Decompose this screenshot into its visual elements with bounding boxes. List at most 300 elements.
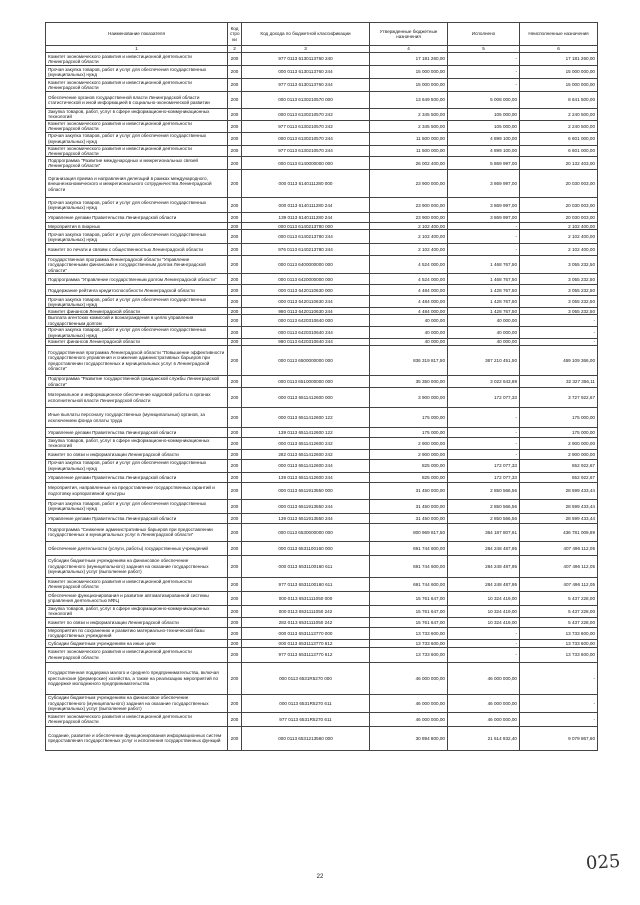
row-classification: 000 0113 6420110630 000 [242, 285, 370, 296]
row-executed: 2 850 566,56 [448, 482, 520, 499]
row-name: Комитет экономического развития и инвестиционной деятельности Ленинградской области [46, 53, 228, 66]
row-approved: 46 000 000,00 [370, 694, 448, 712]
row-executed: - [448, 639, 520, 647]
row-name: Комитет экономического развития и инвестиционной деятельности Ленинградской области [46, 647, 228, 662]
row-approved: 17 181 260,00 [370, 53, 448, 66]
row-code: 200 [228, 513, 242, 523]
table-row [46, 198, 598, 213]
row-remaining: 20 030 003,00 [520, 198, 598, 213]
row-approved: 13 733 600,00 [370, 647, 448, 662]
row-approved: 2 345 500,00 [370, 109, 448, 121]
row-remaining: - [520, 662, 598, 694]
table-row [46, 449, 598, 459]
row-executed: 2 850 566,56 [448, 499, 520, 513]
row-name: Государственная программа Ленинградской области "Управление государственными финансами и государственным долгом Ленинградской области" [46, 256, 228, 274]
row-remaining: 6 601 000,00 [520, 132, 598, 145]
row-remaining: - [520, 339, 598, 346]
row-name: Субсидии бюджетным учреждениям на финансовое обеспечение государственного (муниципального) задания на оказание государственных (муниципальных) услуг (выполнение работ) [46, 694, 228, 712]
row-name: Мероприятия в пиарных [46, 223, 228, 230]
row-approved: 825 000,00 [370, 472, 448, 482]
row-name: Поддержание рейтинга кредитоспособности Ленинградской области [46, 285, 228, 296]
table-row [46, 605, 598, 617]
row-approved: 40 000,00 [370, 315, 448, 327]
row-remaining: 3 055 232,50 [520, 274, 598, 285]
column-number-row [46, 46, 598, 53]
row-approved: 691 744 600,00 [370, 555, 448, 577]
row-name: Закупка товаров, работ, услуг в сфере информационно-коммуникационных технологий [46, 605, 228, 617]
table-row [46, 327, 598, 339]
row-remaining: 2 240 500,00 [520, 120, 598, 132]
row-executed: - [448, 223, 520, 230]
row-executed: 105 000,00 [448, 120, 520, 132]
row-executed: 5 869 997,00 [448, 157, 520, 170]
row-remaining: 17 181 260,00 [520, 53, 598, 66]
row-classification: 000 0113 6531213560 000 [242, 726, 370, 750]
row-code: 200 [228, 605, 242, 617]
table-row [46, 541, 598, 555]
row-name: Прочая закупка товаров, работ и услуг для обеспечения государственных (муниципальных) нужд [46, 230, 228, 244]
row-code: 200 [228, 223, 242, 230]
row-classification: 282 0113 6531111050 242 [242, 617, 370, 627]
row-remaining: 20 030 003,00 [520, 213, 598, 223]
row-code: 200 [228, 449, 242, 459]
table-row [46, 92, 598, 109]
row-remaining: 28 599 433,44 [520, 513, 598, 523]
row-remaining: 3 055 232,50 [520, 256, 598, 274]
table-row [46, 428, 598, 438]
row-code: 200 [228, 639, 242, 647]
row-remaining: 436 781 009,89 [520, 523, 598, 541]
header-approved: Утвержденные бюджетные назначения [370, 23, 448, 46]
row-remaining: 2 102 400,00 [520, 230, 598, 244]
row-name: Выплата агентских комиссий и вознаграждения в целях управления государственным долгом [46, 315, 228, 327]
table-row [46, 639, 598, 647]
row-executed: 1 428 767,50 [448, 308, 520, 315]
row-classification: 000 0113 6531R5270 000 [242, 662, 370, 694]
row-code: 200 [228, 79, 242, 92]
row-remaining: 13 733 600,00 [520, 647, 598, 662]
row-classification: 000 0113 6140111280 000 [242, 170, 370, 198]
row-classification: 000 0113 6531113770 612 [242, 639, 370, 647]
row-approved: 31 450 000,00 [370, 499, 448, 513]
row-code: 200 [228, 244, 242, 256]
row-name: Прочая закупка товаров, работ и услуг для обеспечения государственных (муниципальных) нужд [46, 459, 228, 472]
row-remaining: 20 132 403,00 [520, 157, 598, 170]
row-code: 200 [228, 482, 242, 499]
row-code: 200 [228, 53, 242, 66]
table-row [46, 346, 598, 376]
row-name: Прочая закупка товаров, работ и услуг для обеспечения государственных (муниципальных) нужд [46, 499, 228, 513]
row-approved: 4 524 000,00 [370, 256, 448, 274]
row-executed: 284 248 487,95 [448, 541, 520, 555]
row-remaining: 2 900 000,00 [520, 438, 598, 450]
row-name: Комитет экономического развития и инвестиционной деятельности Ленинградской области [46, 145, 228, 157]
row-code: 200 [228, 230, 242, 244]
row-classification: 977 0113 6130210570 242 [242, 120, 370, 132]
row-approved: 825 000,00 [370, 459, 448, 472]
row-classification: 000 0113 6511913550 000 [242, 482, 370, 499]
row-remaining: 175 000,00 [520, 408, 598, 428]
row-approved: 836 319 817,50 [370, 346, 448, 376]
row-name: Прочая закупка товаров, работ и услуг для обеспечения государственных (муниципальных) нужд [46, 66, 228, 79]
table-row [46, 482, 598, 499]
row-code: 200 [228, 213, 242, 223]
table-row [46, 274, 598, 285]
row-executed: 284 248 487,95 [448, 555, 520, 577]
row-executed: - [448, 647, 520, 662]
table-row [46, 296, 598, 308]
row-code: 200 [228, 109, 242, 121]
row-executed: 1 428 767,50 [448, 285, 520, 296]
table-row [46, 726, 598, 750]
row-executed: 46 000 000,00 [448, 694, 520, 712]
row-code: 200 [228, 274, 242, 285]
row-code: 200 [228, 296, 242, 308]
budget-execution-table [45, 22, 598, 751]
row-remaining: 32 327 356,11 [520, 376, 598, 388]
row-executed: 40 000,00 [448, 339, 520, 346]
row-code: 200 [228, 523, 242, 541]
row-approved: 3 900 000,00 [370, 388, 448, 408]
row-name: Подпрограмма "Снижение административных барьеров при предоставлении государственных и муниципальных услуг в Ленинградской области" [46, 523, 228, 541]
row-executed: 40 000,00 [448, 315, 520, 327]
row-executed: 46 000 000,00 [448, 662, 520, 694]
row-approved: 800 969 817,50 [370, 523, 448, 541]
row-code: 200 [228, 66, 242, 79]
row-name: Прочая закупка товаров, работ и услуг для обеспечения государственных (муниципальных) нужд [46, 198, 228, 213]
row-executed: - [448, 428, 520, 438]
row-code: 200 [228, 132, 242, 145]
table-row [46, 157, 598, 170]
row-remaining: 652 922,67 [520, 459, 598, 472]
row-classification: 139 0113 6140111280 244 [242, 213, 370, 223]
column-number: 1 [46, 46, 228, 53]
header-classification: Код дохода по бюджетной классификации [242, 23, 370, 46]
row-name: Иные выплаты персоналу государственных (муниципальных) органов, за исключением фонда оплаты труда [46, 408, 228, 428]
row-classification: 000 0113 6531100160 000 [242, 541, 370, 555]
row-remaining: 8 641 500,00 [520, 92, 598, 109]
row-executed: 172 077,33 [448, 459, 520, 472]
row-executed: 3 869 997,00 [448, 213, 520, 223]
row-classification: 000 0113 6531100160 611 [242, 555, 370, 577]
row-code: 200 [228, 662, 242, 694]
row-classification: 000 0113 6140000000 000 [242, 157, 370, 170]
row-classification: 000 0113 6130210570 242 [242, 109, 370, 121]
row-classification: 977 0113 6531113770 612 [242, 647, 370, 662]
row-remaining: 3 727 922,67 [520, 388, 598, 408]
row-approved: 2 102 400,00 [370, 230, 448, 244]
table-row [46, 223, 598, 230]
report-sheet [45, 22, 597, 751]
column-number: 5 [448, 46, 520, 53]
header-unexecuted: Неисполненные назначения [520, 23, 598, 46]
row-executed: 1 468 767,50 [448, 274, 520, 285]
table-row [46, 662, 598, 694]
row-remaining: 15 000 000,00 [520, 79, 598, 92]
row-remaining: 15 000 000,00 [520, 66, 598, 79]
row-executed: - [448, 53, 520, 66]
row-classification: 000 0113 6511412600 000 [242, 388, 370, 408]
row-executed: 40 000,00 [448, 327, 520, 339]
row-remaining: 2 900 000,00 [520, 449, 598, 459]
table-row [46, 499, 598, 513]
row-approved: 13 733 600,00 [370, 639, 448, 647]
row-remaining: 407 496 112,05 [520, 555, 598, 577]
row-executed: 105 000,00 [448, 109, 520, 121]
row-name: Государственная поддержка малого и среднего предпринимательства, включая крестьянские (фермерские) хозяйства, а также на реализацию мероприятий по поддержке молодежного предпринимательства [46, 662, 228, 694]
row-classification: 000 0113 6500000000 000 [242, 346, 370, 376]
row-approved: 30 894 800,00 [370, 726, 448, 750]
row-code: 200 [228, 346, 242, 376]
row-remaining: 652 922,67 [520, 472, 598, 482]
header-executed: Исполнено [448, 23, 520, 46]
row-code: 200 [228, 315, 242, 327]
row-code: 200 [228, 327, 242, 339]
row-code: 200 [228, 726, 242, 750]
row-executed: 2 850 566,56 [448, 513, 520, 523]
row-approved: 4 484 000,00 [370, 296, 448, 308]
row-code: 200 [228, 499, 242, 513]
row-classification: 000 0113 6130210570 000 [242, 92, 370, 109]
row-approved: 31 450 000,00 [370, 482, 448, 499]
row-remaining: 5 437 228,00 [520, 605, 598, 617]
row-code: 200 [228, 408, 242, 428]
row-name: Комитет экономического развития и инвестиционной деятельности Ленинградской области [46, 712, 228, 726]
table-row [46, 472, 598, 482]
row-name: Материальное и информационное обеспечение кадровой работы в органах исполнительной власти Ленинградской области [46, 388, 228, 408]
row-code: 200 [228, 308, 242, 315]
row-executed: 4 899 100,00 [448, 132, 520, 145]
row-remaining: 2 102 400,00 [520, 223, 598, 230]
row-name: Комитет финансов Ленинградской области [46, 339, 228, 346]
row-approved: 23 900 000,00 [370, 198, 448, 213]
row-classification: 000 0113 6130210570 244 [242, 132, 370, 145]
row-approved: 15 761 647,00 [370, 617, 448, 627]
row-name: Организация приема и направления делегаций в рамках международного, внешнеэкономического и межрегионального сотрудничества Ленинградской области [46, 170, 228, 198]
row-remaining: 3 055 232,50 [520, 296, 598, 308]
row-remaining: - [520, 315, 598, 327]
row-classification: 977 0113 6130113760 240 [242, 53, 370, 66]
table-row [46, 213, 598, 223]
row-classification: 977 0113 6531100160 611 [242, 577, 370, 591]
row-classification: 000 0113 6531113770 000 [242, 627, 370, 639]
row-code: 200 [228, 388, 242, 408]
row-code: 200 [228, 92, 242, 109]
row-code: 200 [228, 617, 242, 627]
table-row [46, 513, 598, 523]
row-name: Управление делами Правительства Ленинградской области [46, 213, 228, 223]
row-name: Управление делами Правительства Ленинградской области [46, 513, 228, 523]
row-executed: - [448, 449, 520, 459]
row-executed: - [448, 244, 520, 256]
row-name: Субсидии бюджетным учреждениям на иные цели [46, 639, 228, 647]
column-number: 2 [228, 46, 242, 53]
table-row [46, 591, 598, 605]
table-row [46, 408, 598, 428]
row-name: Субсидии бюджетным учреждениям на финансовое обеспечение государственного (муниципального) задания на оказание государственных (муниципальных) услуг (выполнение работ) [46, 555, 228, 577]
row-approved: 2 345 500,00 [370, 120, 448, 132]
row-approved: 2 900 000,00 [370, 438, 448, 450]
row-executed: 5 008 000,00 [448, 92, 520, 109]
row-code: 200 [228, 170, 242, 198]
row-executed: - [448, 627, 520, 639]
row-code: 200 [228, 339, 242, 346]
row-approved: 11 500 000,00 [370, 132, 448, 145]
row-name: Прочая закупка товаров, работ и услуг для обеспечения государственных (муниципальных) нужд [46, 132, 228, 145]
page-number: 22 [316, 874, 324, 880]
row-classification: 282 0113 6511412600 242 [242, 449, 370, 459]
row-approved: 40 000,00 [370, 339, 448, 346]
row-classification: 977 0113 6130113760 244 [242, 79, 370, 92]
row-remaining: 407 496 112,05 [520, 577, 598, 591]
row-code: 200 [228, 459, 242, 472]
table-row [46, 132, 598, 145]
row-approved: 31 450 000,00 [370, 513, 448, 523]
row-executed: - [448, 438, 520, 450]
row-executed: 364 187 807,61 [448, 523, 520, 541]
table-row [46, 617, 598, 627]
row-classification: 000 0113 6420000000 000 [242, 274, 370, 285]
row-classification: 977 0113 6531R5270 611 [242, 712, 370, 726]
archive-stamp: 025 [585, 850, 622, 875]
row-remaining: 13 733 600,00 [520, 639, 598, 647]
row-name: Комитет по связи и информатизации Ленинградской области [46, 449, 228, 459]
row-code: 200 [228, 472, 242, 482]
table-row [46, 66, 598, 79]
row-code: 200 [228, 256, 242, 274]
row-code: 200 [228, 120, 242, 132]
row-classification: 000 0113 6511913550 244 [242, 499, 370, 513]
table-row [46, 170, 598, 198]
row-name: Комитет экономического развития и инвестиционной деятельности Ленинградской области [46, 79, 228, 92]
row-classification: 000 0113 6420310640 000 [242, 315, 370, 327]
row-name: Обеспечение деятельности (услуги, работы) государственных учреждений [46, 541, 228, 555]
row-approved: 691 744 600,00 [370, 577, 448, 591]
row-code: 200 [228, 376, 242, 388]
table-row [46, 120, 598, 132]
row-approved: 15 761 647,00 [370, 591, 448, 605]
row-name: Обеспечение функционирования и развитие автоматизированной системы управления деятельностью МФЦ [46, 591, 228, 605]
row-executed: 10 324 419,00 [448, 591, 520, 605]
row-classification: 980 0113 6420110630 244 [242, 308, 370, 315]
row-approved: 4 524 000,00 [370, 274, 448, 285]
row-classification: 000 0113 6420310640 244 [242, 327, 370, 339]
row-code: 200 [228, 591, 242, 605]
table-row [46, 388, 598, 408]
row-executed: 172 077,33 [448, 472, 520, 482]
row-name: Прочая закупка товаров, работ и услуг для обеспечения государственных (муниципальных) нужд [46, 327, 228, 339]
row-executed: 3 869 997,00 [448, 198, 520, 213]
row-code: 200 [228, 198, 242, 213]
row-code: 200 [228, 157, 242, 170]
table-row [46, 459, 598, 472]
column-number: 3 [242, 46, 370, 53]
row-classification: 000 0113 6511412600 122 [242, 408, 370, 428]
row-code: 200 [228, 541, 242, 555]
row-approved: 40 000,00 [370, 327, 448, 339]
row-approved: 15 000 000,00 [370, 79, 448, 92]
table-row [46, 256, 598, 274]
row-remaining: 3 055 232,50 [520, 285, 598, 296]
row-name: Государственная программа Ленинградской области "Повышение эффективности государственного управления и снижение административных барьеров при предоставлении государственных и муниципальных услуг в Ленинградской области" [46, 346, 228, 376]
row-executed: - [448, 79, 520, 92]
table-row [46, 109, 598, 121]
row-approved: 23 900 000,00 [370, 170, 448, 198]
row-remaining: 20 030 003,00 [520, 170, 598, 198]
row-code: 200 [228, 438, 242, 450]
row-approved: 13 649 500,00 [370, 92, 448, 109]
row-classification: 000 0113 6510000000 000 [242, 376, 370, 388]
row-name: Комитет экономического развития и инвестиционной деятельности Ленинградской области [46, 577, 228, 591]
row-remaining: - [520, 712, 598, 726]
row-name: Мероприятия по сохранению и развитию материально-технической базы государственных учреждений [46, 627, 228, 639]
row-approved: 26 002 400,00 [370, 157, 448, 170]
row-name: Подпрограмма "Развитие государственной гражданской службы Ленинградской области" [46, 376, 228, 388]
row-remaining: - [520, 327, 598, 339]
table-row [46, 694, 598, 712]
table-row [46, 577, 598, 591]
row-approved: 15 000 000,00 [370, 66, 448, 79]
row-approved: 2 102 400,00 [370, 244, 448, 256]
table-row [46, 145, 598, 157]
row-executed: 172 077,33 [448, 388, 520, 408]
row-classification: 000 0113 6140213780 244 [242, 230, 370, 244]
column-number: 6 [520, 46, 598, 53]
row-classification: 976 0113 6140213780 244 [242, 244, 370, 256]
row-approved: 46 000 000,00 [370, 662, 448, 694]
row-name: Комитет экономического развития и инвестиционной деятельности Ленинградской области [46, 120, 228, 132]
row-classification: 000 0113 6140213780 000 [242, 223, 370, 230]
table-row [46, 376, 598, 388]
row-executed: 10 324 419,00 [448, 617, 520, 627]
table-row [46, 555, 598, 577]
row-executed: - [448, 408, 520, 428]
table-row [46, 647, 598, 662]
row-approved: 11 500 000,00 [370, 145, 448, 157]
row-remaining: 5 437 228,00 [520, 617, 598, 627]
table-row [46, 79, 598, 92]
row-remaining: 5 437 228,00 [520, 591, 598, 605]
row-approved: 175 000,00 [370, 428, 448, 438]
row-executed: - [448, 66, 520, 79]
row-name: Комитет по печати и связям с общественностью Ленинградской области [46, 244, 228, 256]
row-code: 200 [228, 145, 242, 157]
table-row [46, 523, 598, 541]
row-name: Обеспечение органов государственной власти Ленинградской области статистической и иной информацией в социально-экономической развитии [46, 92, 228, 109]
header-name: Наименование показателя [46, 23, 228, 46]
row-executed: 1 428 767,50 [448, 296, 520, 308]
row-executed: - [448, 230, 520, 244]
row-classification: 000 0113 6511412600 242 [242, 438, 370, 450]
table-row [46, 285, 598, 296]
row-approved: 2 900 000,00 [370, 449, 448, 459]
row-classification: 139 0113 6511412600 122 [242, 428, 370, 438]
table-row [46, 244, 598, 256]
row-approved: 23 900 000,00 [370, 213, 448, 223]
row-approved: 46 000 000,00 [370, 712, 448, 726]
row-executed: 4 899 100,00 [448, 145, 520, 157]
row-executed: 284 248 487,95 [448, 577, 520, 591]
row-remaining: 28 599 433,44 [520, 482, 598, 499]
row-executed: 21 614 932,40 [448, 726, 520, 750]
row-executed: 3 869 997,00 [448, 170, 520, 198]
row-executed: 367 210 451,50 [448, 346, 520, 376]
row-approved: 13 733 600,00 [370, 627, 448, 639]
row-classification: 000 0113 6130113760 244 [242, 66, 370, 79]
row-code: 200 [228, 647, 242, 662]
row-classification: 980 0113 6420310640 244 [242, 339, 370, 346]
row-name: Комитет финансов Ленинградской области [46, 308, 228, 315]
